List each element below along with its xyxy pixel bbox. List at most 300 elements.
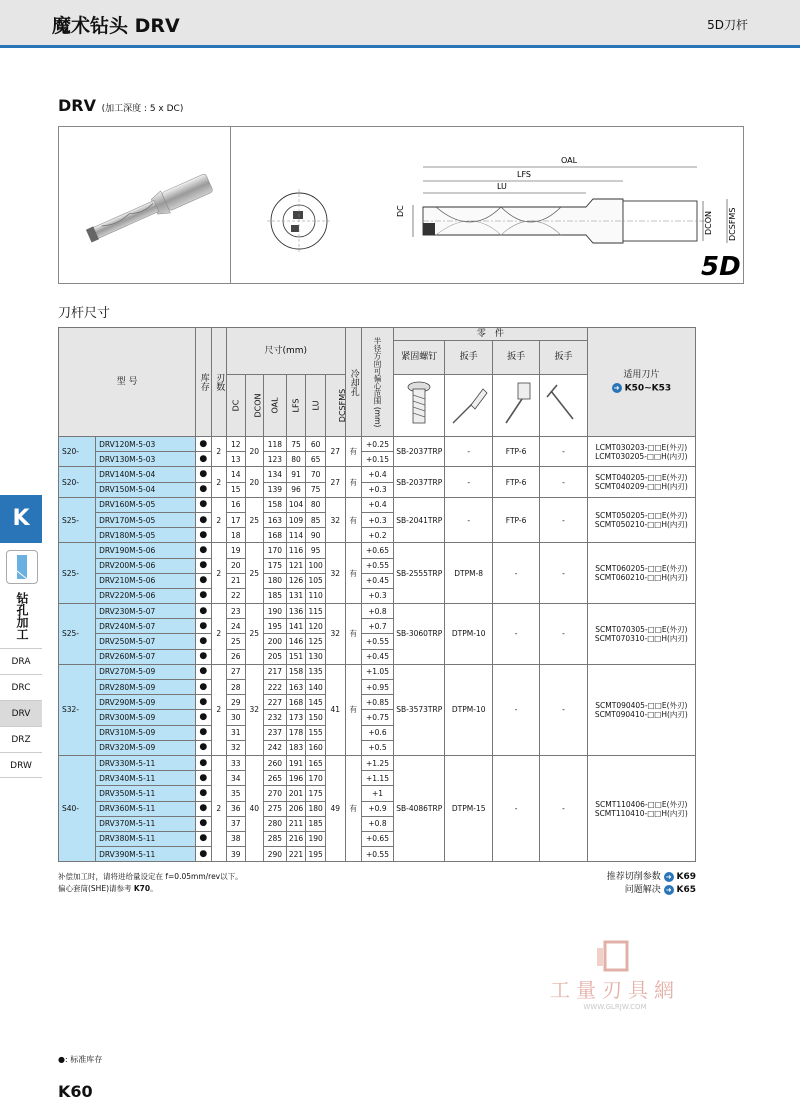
row-lu: 90 bbox=[306, 528, 326, 543]
row-oal: 200 bbox=[264, 634, 287, 649]
drill-category-icon bbox=[6, 550, 38, 584]
row-oal: 175 bbox=[264, 558, 287, 573]
row-lfs: 216 bbox=[286, 831, 306, 846]
row-model: DRV150M-5-04 bbox=[96, 482, 196, 497]
stock-dot: ● bbox=[196, 695, 211, 710]
row-prefix: S25- bbox=[59, 604, 96, 665]
row-model: DRV240M-5-07 bbox=[96, 619, 196, 634]
row-dc: 34 bbox=[226, 771, 245, 786]
row-dcsfms: 32 bbox=[325, 543, 345, 604]
th-oal: OAL bbox=[264, 375, 287, 437]
row-lu: 190 bbox=[306, 831, 326, 846]
row-insert bbox=[587, 755, 695, 861]
stock-dot: ● bbox=[196, 680, 211, 695]
row-lu: 160 bbox=[306, 740, 326, 755]
ref-cutting[interactable]: 推荐切削参数 ➜ K69 bbox=[606, 872, 696, 882]
row-lu: 120 bbox=[306, 619, 326, 634]
row-wrench-3: - bbox=[540, 664, 587, 755]
row-lfs: 96 bbox=[286, 482, 306, 497]
row-lu: 130 bbox=[306, 649, 326, 664]
row-screw: SB-2037TRP bbox=[393, 437, 445, 467]
row-offset: +0.2 bbox=[362, 528, 394, 543]
row-offset: +0.95 bbox=[362, 680, 394, 695]
insert-outer: LCMT030203-□□E(外刃) bbox=[595, 442, 688, 452]
row-wrench-2: FTP-6 bbox=[492, 437, 539, 467]
note-ref: K70 bbox=[133, 884, 151, 893]
table-row bbox=[59, 664, 696, 679]
row-lfs: 75 bbox=[286, 437, 306, 452]
row-dc: 26 bbox=[226, 649, 245, 664]
l-wrench-icon bbox=[540, 375, 587, 437]
row-offset: +0.65 bbox=[362, 831, 394, 846]
row-blades: 2 bbox=[211, 543, 226, 604]
row-oal: 190 bbox=[264, 604, 287, 619]
stock-dot: ● bbox=[196, 725, 211, 740]
side-nav-drc[interactable]: DRC bbox=[0, 674, 42, 700]
dim-dcon: DCON bbox=[704, 210, 713, 235]
row-offset: +0.45 bbox=[362, 649, 394, 664]
page-header bbox=[0, 0, 800, 48]
ref-trouble[interactable]: 问题解决 ➜ K65 bbox=[624, 885, 696, 895]
stock-dot: ● bbox=[196, 664, 211, 679]
table-row bbox=[59, 437, 696, 452]
stock-dot: ● bbox=[196, 482, 211, 497]
row-oal: 158 bbox=[264, 497, 287, 512]
side-nav-drz[interactable]: DRZ bbox=[0, 726, 42, 752]
side-nav-drv[interactable]: DRV bbox=[0, 700, 42, 726]
table-row bbox=[59, 467, 696, 482]
row-dcon: 25 bbox=[245, 497, 264, 543]
insert-inner: SCMT110410-□□H(内刃) bbox=[594, 808, 688, 818]
row-dcsfms: 27 bbox=[325, 437, 345, 467]
row-dcon: 25 bbox=[245, 604, 264, 665]
stock-dot: ● bbox=[196, 467, 211, 482]
row-dc: 14 bbox=[226, 467, 245, 482]
row-lfs: 196 bbox=[286, 771, 306, 786]
row-oal: 134 bbox=[264, 467, 287, 482]
insert-ref: ➜ K50~K53 bbox=[588, 383, 695, 394]
row-lfs: 173 bbox=[286, 710, 306, 725]
stock-dot: ● bbox=[196, 771, 211, 786]
row-model: DRV390M-5-11 bbox=[96, 847, 196, 862]
drill-drawing bbox=[231, 127, 745, 283]
row-lfs: 114 bbox=[286, 528, 306, 543]
th-stock: 库存 bbox=[196, 328, 211, 437]
row-wrench-3: - bbox=[540, 467, 587, 497]
row-dc: 16 bbox=[226, 497, 245, 512]
row-wrench-2: - bbox=[492, 755, 539, 861]
row-dcsfms: 32 bbox=[325, 604, 345, 665]
row-model: DRV300M-5-09 bbox=[96, 710, 196, 725]
row-dcon: 25 bbox=[245, 543, 264, 604]
spec-table-body bbox=[59, 437, 696, 862]
row-lfs: 121 bbox=[286, 558, 306, 573]
th-wrench-3: 扳手 bbox=[540, 341, 587, 375]
row-oal: 237 bbox=[264, 725, 287, 740]
row-dcsfms: 41 bbox=[325, 664, 345, 755]
row-model: DRV350M-5-11 bbox=[96, 786, 196, 801]
row-wrench-1: DTPM-10 bbox=[445, 664, 492, 755]
row-prefix: S25- bbox=[59, 543, 96, 604]
th-insert bbox=[587, 328, 695, 437]
row-dcsfms: 49 bbox=[325, 755, 345, 861]
row-prefix: S25- bbox=[59, 497, 96, 543]
arrow-icon: ➜ bbox=[664, 885, 674, 895]
depth-badge: 5D bbox=[701, 252, 741, 282]
dim-dc: DC bbox=[396, 205, 405, 217]
row-blades: 2 bbox=[211, 755, 226, 861]
row-dc: 36 bbox=[226, 801, 245, 816]
row-screw: SB-2555TRP bbox=[393, 543, 445, 604]
row-lu: 85 bbox=[306, 512, 326, 527]
stock-dot: ● bbox=[196, 801, 211, 816]
row-model: DRV330M-5-11 bbox=[96, 755, 196, 770]
row-lfs: 211 bbox=[286, 816, 306, 831]
screwdriver-icon bbox=[445, 375, 492, 437]
th-wrench-1: 扳手 bbox=[445, 341, 492, 375]
row-offset: +0.25 bbox=[362, 437, 394, 452]
row-coolant: 有 bbox=[345, 604, 361, 665]
row-blades: 2 bbox=[211, 437, 226, 467]
row-dc: 35 bbox=[226, 786, 245, 801]
insert-outer: SCMT090405-□□E(外刃) bbox=[595, 700, 688, 710]
dim-oal: OAL bbox=[561, 156, 578, 165]
row-model: DRV380M-5-11 bbox=[96, 831, 196, 846]
stock-dot: ● bbox=[196, 619, 211, 634]
arrow-icon: ➜ bbox=[664, 872, 674, 882]
row-dc: 17 bbox=[226, 512, 245, 527]
watermark bbox=[535, 940, 695, 1011]
row-insert bbox=[587, 437, 695, 467]
row-offset: +0.4 bbox=[362, 467, 394, 482]
row-blades: 2 bbox=[211, 664, 226, 755]
row-offset: +0.55 bbox=[362, 558, 394, 573]
row-model: DRV210M-5-06 bbox=[96, 573, 196, 588]
row-oal: 275 bbox=[264, 801, 287, 816]
row-screw: SB-2041TRP bbox=[393, 497, 445, 543]
row-dc: 15 bbox=[226, 482, 245, 497]
row-lfs: 151 bbox=[286, 649, 306, 664]
stock-dot: ● bbox=[196, 452, 211, 467]
row-offset: +1 bbox=[362, 786, 394, 801]
insert-outer: SCMT060205-□□E(外刃) bbox=[595, 564, 688, 574]
figure-box bbox=[58, 126, 744, 284]
th-screw: 紧固螺钉 bbox=[393, 341, 445, 375]
insert-inner: SCMT070310-□□H(内刃) bbox=[594, 633, 688, 643]
row-wrench-1: DTPM-8 bbox=[445, 543, 492, 604]
row-lfs: 191 bbox=[286, 755, 306, 770]
row-model: DRV190M-5-06 bbox=[96, 543, 196, 558]
side-tab-k[interactable]: K bbox=[0, 495, 42, 543]
row-offset: +0.7 bbox=[362, 619, 394, 634]
row-offset: +1.15 bbox=[362, 771, 394, 786]
stock-dot: ● bbox=[196, 816, 211, 831]
row-dc: 19 bbox=[226, 543, 245, 558]
row-lfs: 146 bbox=[286, 634, 306, 649]
row-screw: SB-2037TRP bbox=[393, 467, 445, 497]
row-prefix: S20- bbox=[59, 467, 96, 497]
stock-legend: ●: 标准库存 bbox=[58, 1055, 103, 1064]
row-lu: 195 bbox=[306, 847, 326, 862]
th-lu: LU bbox=[306, 375, 326, 437]
row-oal: 205 bbox=[264, 649, 287, 664]
row-model: DRV360M-5-11 bbox=[96, 801, 196, 816]
row-model: DRV230M-5-07 bbox=[96, 604, 196, 619]
row-lu: 125 bbox=[306, 634, 326, 649]
dim-lfs: LFS bbox=[517, 170, 531, 179]
row-model: DRV290M-5-09 bbox=[96, 695, 196, 710]
row-oal: 168 bbox=[264, 528, 287, 543]
row-screw: SB-3573TRP bbox=[393, 664, 445, 755]
t-wrench-icon bbox=[492, 375, 539, 437]
row-dc: 28 bbox=[226, 680, 245, 695]
row-lfs: 131 bbox=[286, 588, 306, 603]
row-model: DRV130M-5-03 bbox=[96, 452, 196, 467]
row-wrench-2: - bbox=[492, 664, 539, 755]
drill-photo bbox=[59, 127, 229, 283]
side-vertical-label: 钻孔加工 bbox=[15, 592, 29, 640]
row-oal: 290 bbox=[264, 847, 287, 862]
row-wrench-1: - bbox=[445, 467, 492, 497]
row-blades: 2 bbox=[211, 497, 226, 543]
row-lu: 100 bbox=[306, 558, 326, 573]
table-subtitle: 刀杆尺寸 bbox=[58, 306, 111, 321]
row-prefix: S40- bbox=[59, 755, 96, 861]
row-dc: 37 bbox=[226, 816, 245, 831]
row-insert bbox=[587, 467, 695, 497]
row-wrench-2: - bbox=[492, 604, 539, 665]
row-model: DRV160M-5-05 bbox=[96, 497, 196, 512]
th-coolant: 冷却孔 bbox=[345, 328, 361, 437]
row-oal: 180 bbox=[264, 573, 287, 588]
row-oal: 170 bbox=[264, 543, 287, 558]
header-right-label: 5D刀杆 bbox=[707, 18, 748, 32]
row-dc: 13 bbox=[226, 452, 245, 467]
row-wrench-1: DTPM-15 bbox=[445, 755, 492, 861]
row-lfs: 201 bbox=[286, 786, 306, 801]
row-lfs: 109 bbox=[286, 512, 306, 527]
row-oal: 217 bbox=[264, 664, 287, 679]
row-model: DRV270M-5-09 bbox=[96, 664, 196, 679]
insert-inner: SCMT050210-□□H(内刃) bbox=[594, 520, 688, 530]
row-lu: 75 bbox=[306, 482, 326, 497]
row-oal: 222 bbox=[264, 680, 287, 695]
row-lfs: 91 bbox=[286, 467, 306, 482]
row-offset: +0.4 bbox=[362, 497, 394, 512]
row-coolant: 有 bbox=[345, 543, 361, 604]
row-coolant: 有 bbox=[345, 467, 361, 497]
row-wrench-1: - bbox=[445, 437, 492, 467]
row-oal: 260 bbox=[264, 755, 287, 770]
section-title: DRV (加工深度 : 5 x DC) bbox=[58, 96, 184, 115]
row-oal: 139 bbox=[264, 482, 287, 497]
side-nav-drw[interactable]: DRW bbox=[0, 752, 42, 778]
screw-icon bbox=[393, 375, 445, 437]
note-line-2: 偏心套筒(SHE)请参考 K70。 bbox=[58, 884, 158, 893]
row-dc: 31 bbox=[226, 725, 245, 740]
stock-dot: ● bbox=[196, 755, 211, 770]
row-model: DRV220M-5-06 bbox=[96, 588, 196, 603]
row-wrench-3: - bbox=[540, 604, 587, 665]
row-dc: 25 bbox=[226, 634, 245, 649]
row-dc: 18 bbox=[226, 528, 245, 543]
row-dc: 39 bbox=[226, 847, 245, 862]
th-blades: 刃数 bbox=[211, 328, 226, 437]
row-wrench-2: - bbox=[492, 543, 539, 604]
row-dcon: 20 bbox=[245, 467, 264, 497]
stock-dot: ● bbox=[196, 437, 211, 452]
row-lfs: 141 bbox=[286, 619, 306, 634]
row-oal: 118 bbox=[264, 437, 287, 452]
row-lu: 180 bbox=[306, 801, 326, 816]
page-number: K60 bbox=[58, 1082, 93, 1101]
insert-outer: SCMT070305-□□E(外刃) bbox=[595, 624, 688, 634]
row-dcsfms: 27 bbox=[325, 467, 345, 497]
row-offset: +0.55 bbox=[362, 634, 394, 649]
row-model: DRV170M-5-05 bbox=[96, 512, 196, 527]
row-lfs: 163 bbox=[286, 680, 306, 695]
stock-dot: ● bbox=[196, 573, 211, 588]
row-oal: 185 bbox=[264, 588, 287, 603]
th-offset: 半径方向可偏心范围 (mm) bbox=[362, 328, 394, 437]
row-prefix: S20- bbox=[59, 437, 96, 467]
stock-dot: ● bbox=[196, 543, 211, 558]
row-dcsfms: 32 bbox=[325, 497, 345, 543]
table-row bbox=[59, 543, 696, 558]
row-prefix: S32- bbox=[59, 664, 96, 755]
row-wrench-3: - bbox=[540, 497, 587, 543]
row-insert bbox=[587, 604, 695, 665]
row-offset: +0.8 bbox=[362, 604, 394, 619]
stock-dot: ● bbox=[196, 528, 211, 543]
watermark-text: 工量刃具網 bbox=[550, 978, 680, 1002]
table-row bbox=[59, 497, 696, 512]
row-coolant: 有 bbox=[345, 497, 361, 543]
row-dc: 30 bbox=[226, 710, 245, 725]
row-lfs: 168 bbox=[286, 695, 306, 710]
row-offset: +0.5 bbox=[362, 740, 394, 755]
spec-table bbox=[58, 327, 696, 862]
stock-dot: ● bbox=[196, 497, 211, 512]
stock-dot: ● bbox=[196, 740, 211, 755]
row-offset: +1.25 bbox=[362, 755, 394, 770]
row-lfs: 183 bbox=[286, 740, 306, 755]
th-dims: 尺寸(mm) bbox=[226, 328, 345, 375]
watermark-url: WWW.GLRJW.COM bbox=[583, 1003, 647, 1011]
stock-dot: ● bbox=[196, 710, 211, 725]
row-blades: 2 bbox=[211, 467, 226, 497]
insert-inner: SCMT040209-□□H(内刃) bbox=[594, 482, 688, 492]
stock-dot: ● bbox=[196, 847, 211, 862]
row-lfs: 158 bbox=[286, 664, 306, 679]
row-dc: 20 bbox=[226, 558, 245, 573]
row-lfs: 126 bbox=[286, 573, 306, 588]
row-offset: +0.8 bbox=[362, 816, 394, 831]
insert-inner: SCMT060210-□□H(内刃) bbox=[594, 573, 688, 583]
row-oal: 195 bbox=[264, 619, 287, 634]
row-dc: 12 bbox=[226, 437, 245, 452]
section-note: (加工深度 : 5 x DC) bbox=[101, 104, 184, 114]
note-line-1: 补偿加工时，请将进给量设定在 f=0.05mm/rev以下。 bbox=[58, 872, 243, 881]
row-lu: 65 bbox=[306, 452, 326, 467]
row-lu: 140 bbox=[306, 680, 326, 695]
row-offset: +0.75 bbox=[362, 710, 394, 725]
row-dcon: 32 bbox=[245, 664, 264, 755]
stock-dot: ● bbox=[196, 588, 211, 603]
row-offset: +0.3 bbox=[362, 588, 394, 603]
row-oal: 227 bbox=[264, 695, 287, 710]
row-lfs: 80 bbox=[286, 452, 306, 467]
row-wrench-3: - bbox=[540, 437, 587, 467]
row-lu: 70 bbox=[306, 467, 326, 482]
row-insert bbox=[587, 543, 695, 604]
row-offset: +0.3 bbox=[362, 512, 394, 527]
row-model: DRV250M-5-07 bbox=[96, 634, 196, 649]
row-dc: 24 bbox=[226, 619, 245, 634]
row-wrench-1: - bbox=[445, 497, 492, 543]
page-title: 魔术钻头 DRV bbox=[52, 15, 180, 37]
arrow-icon: ➜ bbox=[612, 383, 622, 393]
row-insert bbox=[587, 497, 695, 543]
row-oal: 232 bbox=[264, 710, 287, 725]
row-offset: +1.05 bbox=[362, 664, 394, 679]
stock-dot: ● bbox=[196, 634, 211, 649]
row-wrench-3: - bbox=[540, 543, 587, 604]
row-lu: 60 bbox=[306, 437, 326, 452]
insert-outer: SCMT110406-□□E(外刃) bbox=[595, 799, 688, 809]
row-dc: 32 bbox=[226, 740, 245, 755]
row-wrench-1: DTPM-10 bbox=[445, 604, 492, 665]
row-lfs: 104 bbox=[286, 497, 306, 512]
row-offset: +0.65 bbox=[362, 543, 394, 558]
row-oal: 285 bbox=[264, 831, 287, 846]
row-offset: +0.3 bbox=[362, 482, 394, 497]
row-lu: 185 bbox=[306, 816, 326, 831]
th-model: 型 号 bbox=[59, 328, 196, 437]
row-offset: +0.15 bbox=[362, 452, 394, 467]
row-model: DRV120M-5-03 bbox=[96, 437, 196, 452]
stock-dot: ● bbox=[196, 512, 211, 527]
row-lu: 105 bbox=[306, 573, 326, 588]
side-nav-dra[interactable]: DRA bbox=[0, 648, 42, 674]
row-lu: 145 bbox=[306, 695, 326, 710]
stock-dot: ● bbox=[196, 786, 211, 801]
table-row bbox=[59, 755, 696, 770]
row-lu: 115 bbox=[306, 604, 326, 619]
row-dcon: 40 bbox=[245, 755, 264, 861]
row-lfs: 206 bbox=[286, 801, 306, 816]
row-model: DRV310M-5-09 bbox=[96, 725, 196, 740]
row-screw: SB-4086TRP bbox=[393, 755, 445, 861]
th-lfs: LFS bbox=[286, 375, 306, 437]
row-insert bbox=[587, 664, 695, 755]
row-model: DRV260M-5-07 bbox=[96, 649, 196, 664]
dim-lu: LU bbox=[497, 182, 507, 191]
row-oal: 270 bbox=[264, 786, 287, 801]
row-lu: 135 bbox=[306, 664, 326, 679]
row-dc: 29 bbox=[226, 695, 245, 710]
insert-inner: LCMT030205-□□H(内刃) bbox=[595, 451, 688, 461]
row-screw: SB-3060TRP bbox=[393, 604, 445, 665]
row-dc: 23 bbox=[226, 604, 245, 619]
row-coolant: 有 bbox=[345, 664, 361, 755]
insert-outer: SCMT050205-□□E(外刃) bbox=[595, 511, 688, 521]
row-lu: 150 bbox=[306, 710, 326, 725]
row-lfs: 116 bbox=[286, 543, 306, 558]
insert-inner: SCMT090410-□□H(内刃) bbox=[594, 709, 688, 719]
watermark-logo bbox=[595, 940, 635, 974]
row-oal: 242 bbox=[264, 740, 287, 755]
